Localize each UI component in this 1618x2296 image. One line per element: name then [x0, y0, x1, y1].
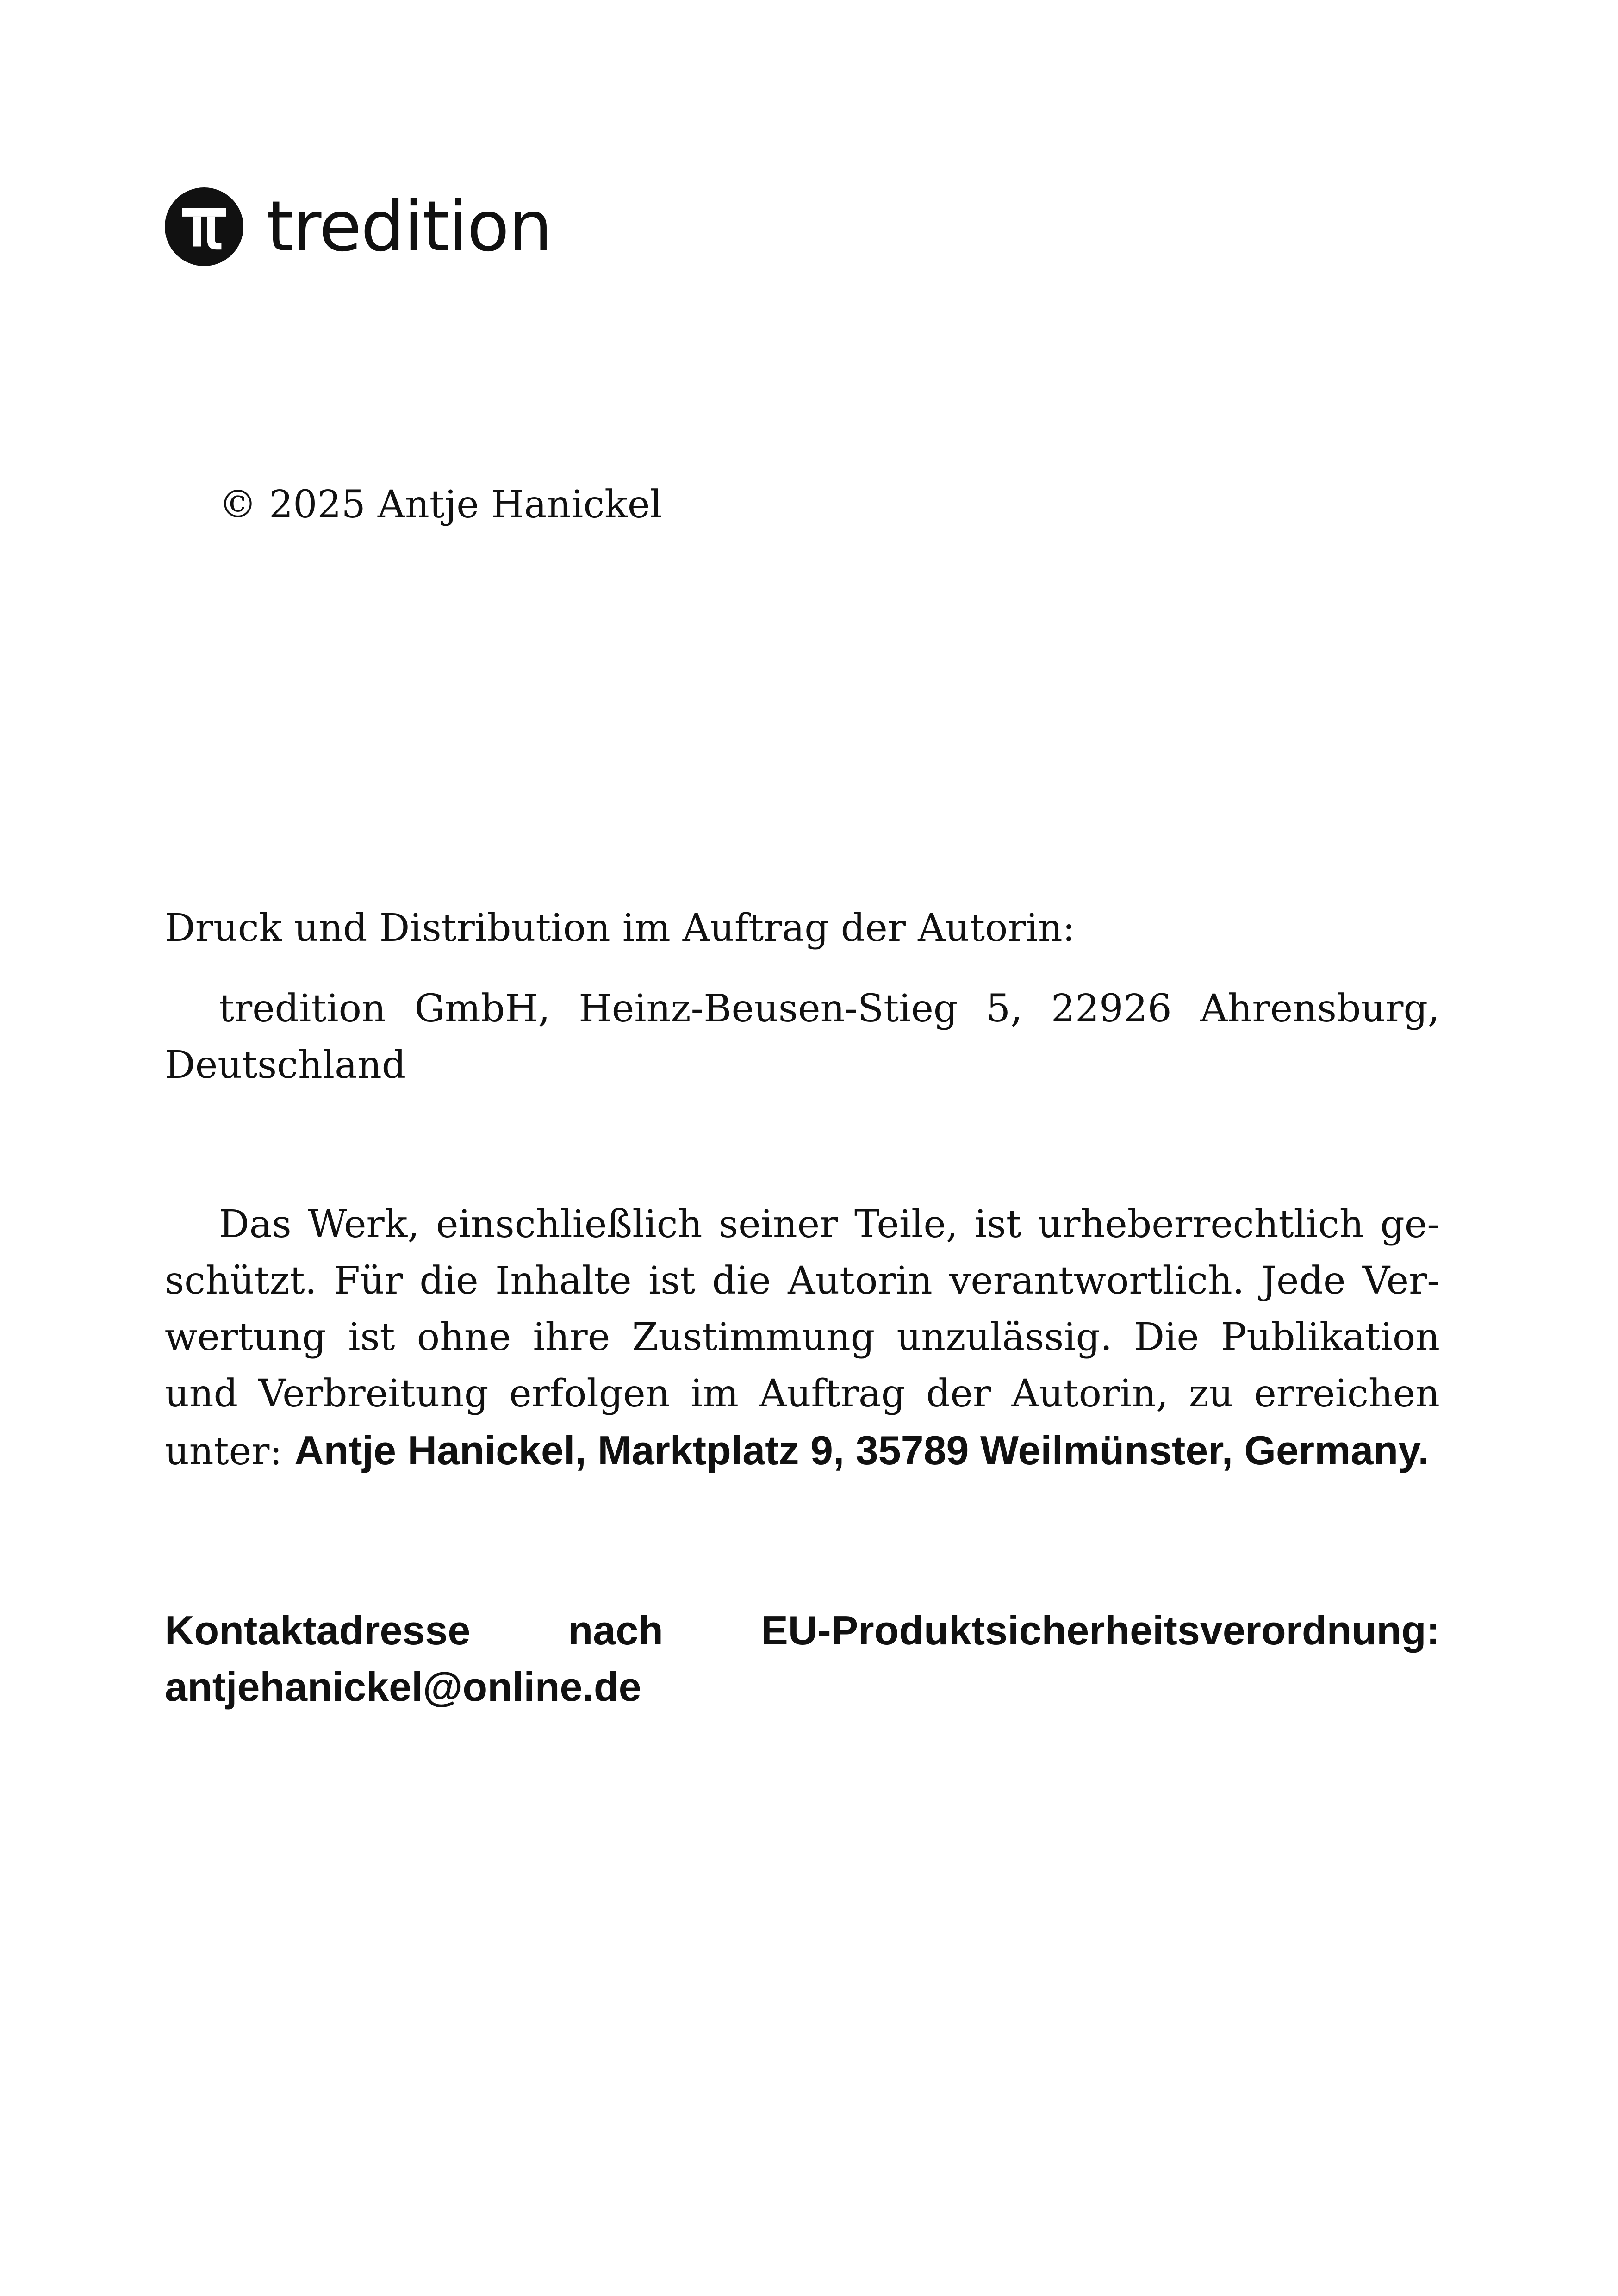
printing-info: [165, 900, 1440, 1132]
tredition-logo-icon: [165, 187, 243, 266]
legal-text: Das Werk, einschließlich seiner Teile, ist urheberrechtlich geschützt. Für die Inhalte ist die Autorin verantwortlich. Jede Verwertung ist ohne ihre Zustimmung unzulässig. Die Publikation und Verbreitung erfolgen im Auftrag der Autorin, zu erreichen unter:: [165, 1202, 1440, 1474]
contact-email: antjehanickel@online.de: [165, 1664, 641, 1710]
logo-wordmark: tredition: [267, 187, 552, 267]
printing-label: Druck und Distribution im Auftrag der Autorin:: [165, 906, 1076, 950]
contact-word-3: EU-Produktsicherheitsverordnung:: [761, 1607, 1440, 1653]
contact-block: [165, 1602, 1440, 1715]
author-address: Antje Hanickel, Marktplatz 9, 35789 Weilmünster, Germany.: [294, 1427, 1429, 1473]
publisher-logo: [165, 187, 552, 266]
contact-word-1: Kontaktadresse: [165, 1607, 471, 1653]
contact-heading: [165, 1602, 1440, 1659]
copyright-notice: © 2025 Antje Hanickel: [219, 483, 662, 527]
contact-word-2: nach: [568, 1607, 663, 1653]
publisher-address: tredition GmbH, Heinz-Beusen-Stieg 5, 22926 Ahrensburg, Deutschland: [165, 987, 1440, 1087]
legal-notice: [165, 1196, 1440, 1480]
